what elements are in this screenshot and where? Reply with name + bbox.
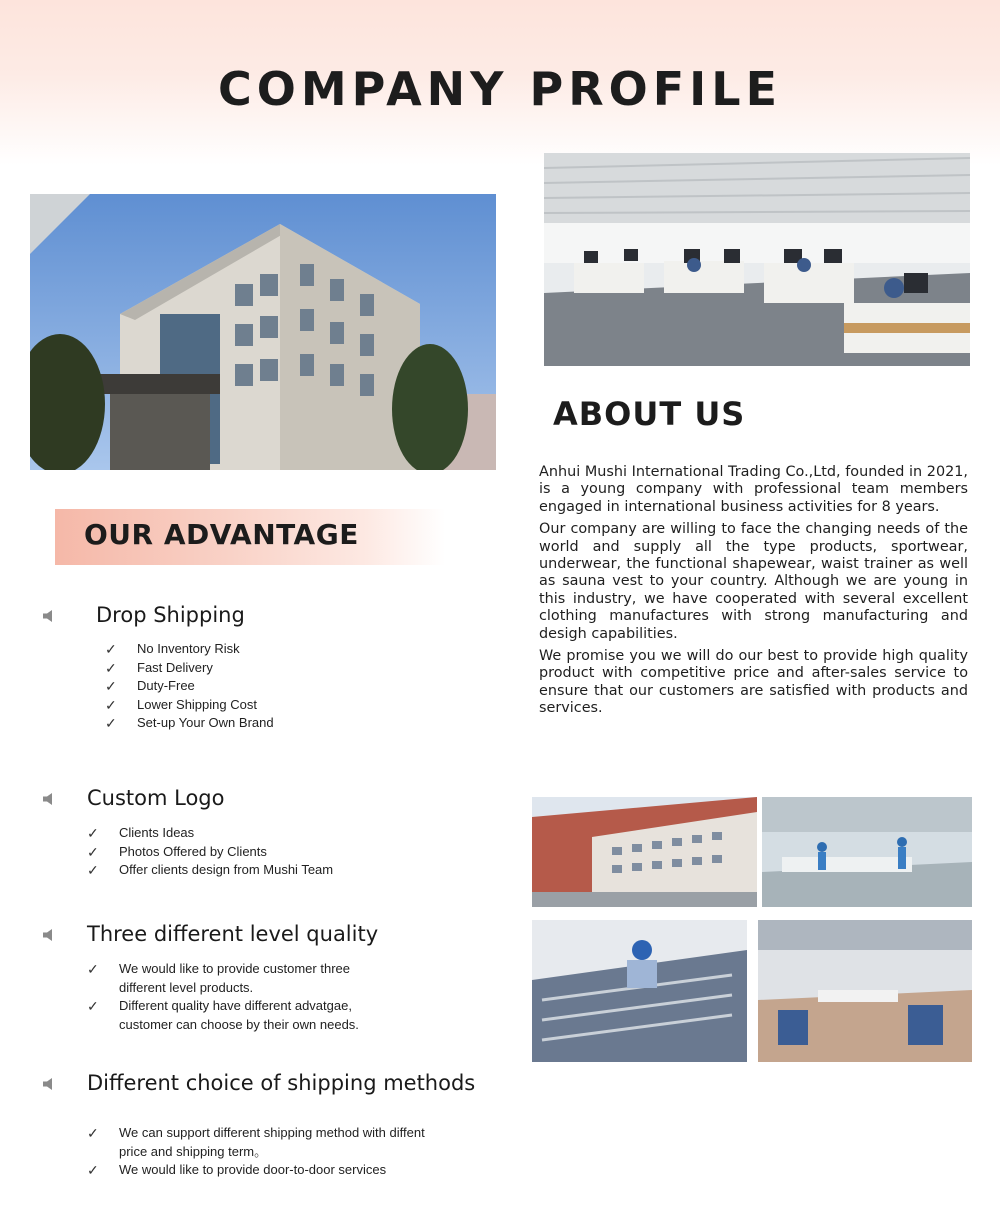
production-floor-photo (758, 920, 972, 1062)
list-item: ✓ We would like to provide door-to-door services (87, 1162, 387, 1178)
about-us-title: ABOUT US (553, 395, 746, 433)
speaker-icon (42, 1077, 56, 1091)
list-item: ✓ Fast Delivery (105, 659, 213, 676)
list-item: ✓ We would like to provide customer three different level products. (87, 961, 350, 995)
check-icon: ✓ (105, 678, 117, 694)
check-icon: ✓ (105, 641, 117, 657)
shipping-methods-list (87, 1124, 432, 1180)
open-office-photo (544, 153, 970, 366)
check-icon: ✓ (87, 998, 99, 1014)
check-icon: ✓ (105, 659, 117, 676)
speaker-icon (42, 928, 56, 942)
check-icon: ✓ (87, 843, 99, 860)
about-us-text (539, 464, 968, 723)
check-icon: ✓ (105, 715, 117, 731)
custom-logo-list (87, 824, 407, 880)
office-building-photo (30, 194, 496, 470)
speaker-icon (42, 792, 56, 806)
check-icon: ✓ (87, 1162, 99, 1178)
speaker-icon (42, 609, 56, 623)
about-paragraph: Anhui Mushi International Trading Co.,Ltd, founded in 2021, is a young company with professional team members engaged in international business activities for 8 years. (539, 464, 968, 515)
section-title-shipping-methods: Different choice of shipping methods (87, 1071, 476, 1095)
list-item: ✓ Lower Shipping Cost (105, 696, 257, 713)
workshop-photo (762, 797, 972, 907)
list-item: ✓ Offer clients design from Mushi Team (87, 862, 334, 878)
list-item: ✓ Photos Offered by Clients (87, 843, 267, 860)
quality-list (87, 960, 397, 1034)
list-item: ✓ We can support different shipping method with diffent price and shipping term。 (87, 1125, 425, 1159)
about-paragraph: Our company are willing to face the changing needs of the world and supply all the type products, sportwear, underwear, the functional shapewear, waist trainer as well as sauna vest to your country. Although we are young in this industry, we have cooperated with several excellent clothing manufactures with strong manufacturing and desigh capabilities. (539, 521, 968, 642)
list-item: ✓ Duty-Free (105, 678, 195, 694)
check-icon: ✓ (105, 696, 117, 713)
list-item: ✓ No Inventory Risk (105, 641, 240, 657)
section-title-drop-shipping: Drop Shipping (96, 603, 245, 627)
check-icon: ✓ (87, 825, 99, 841)
worker-fabric-photo (532, 920, 747, 1062)
section-title-custom-logo: Custom Logo (87, 786, 225, 810)
drop-shipping-list (105, 640, 405, 733)
check-icon: ✓ (87, 961, 99, 977)
page-title: COMPANY PROFILE (217, 62, 783, 116)
factory-buildings-photo (532, 797, 757, 907)
advantage-title: OUR ADVANTAGE (84, 518, 359, 551)
about-paragraph: We promise you we will do our best to provide high quality product with competitive price and after-sales service to ensure that our customers are satisfied with products and services. (539, 648, 968, 717)
check-icon: ✓ (87, 862, 99, 878)
list-item: ✓ Set-up Your Own Brand (105, 715, 274, 731)
check-icon: ✓ (87, 1125, 99, 1141)
list-item: ✓ Different quality have different advatgae, customer can choose by their own needs. (87, 998, 359, 1032)
list-item: ✓ Clients Ideas (87, 825, 195, 841)
section-title-quality: Three different level quality (87, 922, 379, 946)
